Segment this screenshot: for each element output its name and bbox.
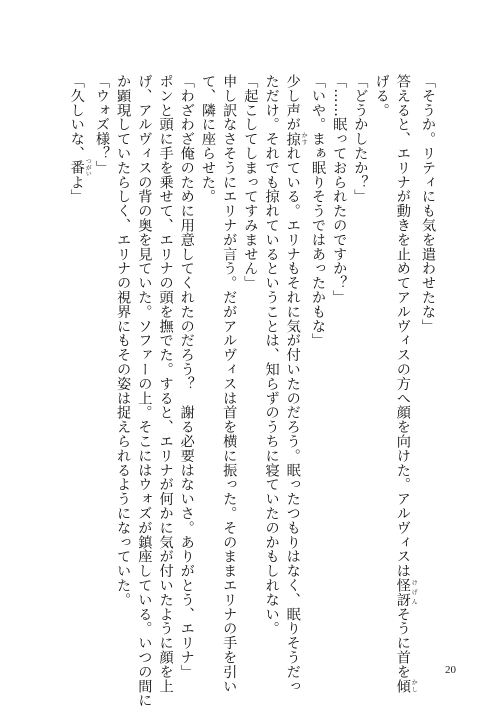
ruby-base: 掠 [284,131,301,147]
ruby-annotation [284,131,308,147]
text-line: て、隣に座らせた。 [199,74,216,204]
text-segment: そうに首を [394,606,411,679]
ruby-reading: つがい [84,158,92,177]
page-number: 20 [445,664,456,676]
text-line: げる。 [373,74,390,118]
text-segment: 少し声が [284,74,301,132]
text-segment: 「久しいな、 [68,74,85,161]
text-line: げ、アルヴィスの背の奥を見ていた。ソファーの上。そこにはウォズが鎮座している。いつの間に [136,74,153,708]
text-line [66,74,91,642]
ruby-annotation [394,678,418,694]
text-segment: 答えると、エリナが動きを止めてアルヴィスの方へ顔を向けた。アルヴィスは [394,74,411,578]
ruby-reading: けげん [410,578,418,607]
text-line: 申し訳なさそうにエリナが言う。だがアルヴィスは首を横に振った。そのままエリナの手を引い [221,74,238,694]
ruby-reading: かす [300,131,308,147]
text-line: 「ウォズ様？」 [93,74,110,175]
ruby-reading: かし [410,678,418,694]
text-line: ポンと頭に手を乗せて、エリナの頭を撫でた。すると、エリナが何かに気が付いたように顔を上 [157,74,174,694]
text-line: 「……眠っておられたのですか？」 [331,74,348,305]
text-line: 「わざわざ俺のために用意してくれたのだろう？ 謝る必要はないさ。ありがとう、エリナ」 [178,74,195,679]
ruby-base: 傾 [394,678,411,694]
text-line: 「どうかしたか？」 [352,74,369,204]
text-segment: よ」 [68,174,85,204]
ruby-base: 怪訝 [394,578,411,607]
ruby-base: 番 [68,158,85,177]
ruby-annotation [68,158,92,177]
ruby-annotation [394,578,418,607]
text-line [282,74,308,694]
text-line: 「いや。まぁ眠りそうではあったかもな」 [309,74,326,348]
text-line: か顕現していたらしく、エリナの視界にもその姿は捉えられるようになっていた。 [115,74,132,607]
text-line: 「そうか。リティにも気を遣わせたな」 [420,74,436,334]
text-line: 「起こしてしまってすみません」 [242,74,259,290]
text-segment: れている。エリナもそれに気が付いたのだろう。眠ったつもりはなく、眠りそうだっ [284,146,301,694]
text-line [392,74,418,694]
text-line: ただけ。それでも掠れているということは、知らずのうちに寝ていたのかもしれない。 [263,74,280,636]
body-text [66,74,438,708]
